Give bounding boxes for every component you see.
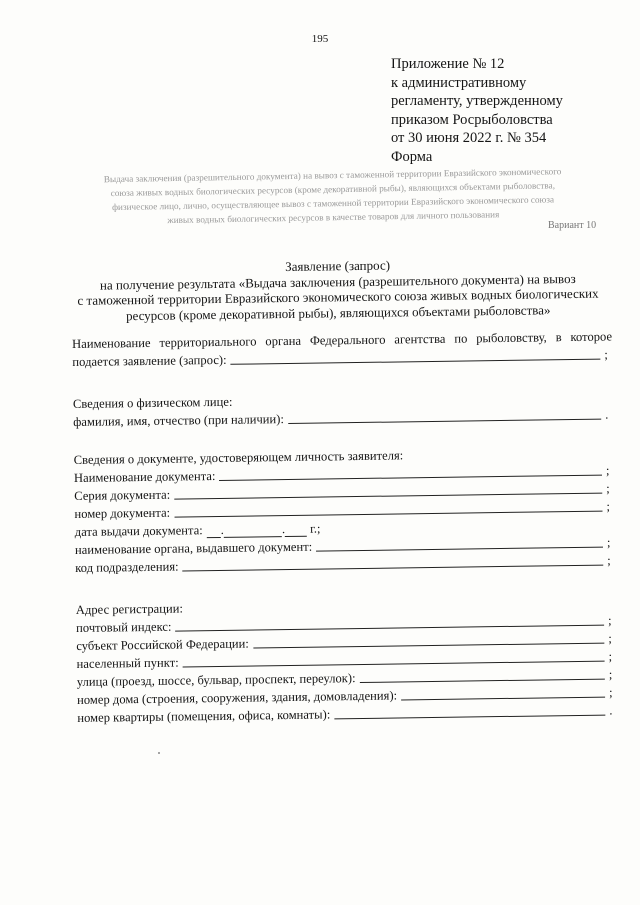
appendix-form-label: Форма [391,148,433,165]
field-terminator: ; [607,553,611,568]
appendix-line: от 30 июня 2022 г. № 354 [391,130,547,146]
page-number: 195 [311,33,329,45]
service-header-line: живых водных биологических ресурсов в качестве товаров для личного пользования [167,209,500,226]
scan-speck [158,752,160,754]
issuer-label: наименование органа, выдавшего документ: [74,539,313,557]
field-terminator: ; [605,463,610,478]
issue-year-input[interactable] [285,525,307,537]
field-terminator: . [605,407,609,422]
doc-number-label: номер документа: [74,505,171,521]
issue-day-input[interactable] [207,526,221,538]
form-subtitle-line: на получение результата «Выдача заключения (разрешительного документа) на вывоз [99,270,576,293]
field-terminator: ; [608,649,613,664]
issue-date-suffix: г.; [309,521,321,536]
service-header-line: союза живых водных биологических ресурсов (кроме декоративной рыбы), являющихся объектами рыболовства, [110,180,556,199]
house-label: номер дома (строения, сооружения, здания, домовладения): [76,688,398,707]
issue-date-row: дата выдачи документа: . . г.; [74,521,321,539]
doc-name-label: Наименование документа: [73,469,216,485]
form-subtitle-line: с таможенной территории Евразийского экономического союза живых водных биологических [77,285,599,308]
service-header-line: физическое лицо, лично, осуществляющее вывоз с таможенной территории Евразийского экономического союза [111,194,555,213]
fio-label: фамилия, имя, отчество (при наличии): [73,412,285,429]
appendix-block [391,55,563,166]
field-terminator: ; [608,667,613,682]
field-terminator: ; [606,499,611,514]
issue-month-input[interactable] [224,525,282,538]
appendix-line: регламенту, утвержденному [391,93,563,109]
appendix-line: к административному [391,74,527,91]
form-subtitle-line: ресурсов (кроме декоративной рыбы), являющихся объектами рыболовства» [125,301,551,323]
appendix-line: приказом Росрыболовства [391,111,553,128]
form-heading: Заявление (запрос) [285,257,391,274]
appendix-line: Приложение № 12 [391,56,505,72]
field-terminator: ; [604,347,608,362]
variant-label: Вариант 10 [548,220,597,231]
field-terminator: ; [607,613,612,628]
doc-heading: Сведения о документе, удостоверяющем личность заявителя: [73,448,404,467]
organ-label-line2: подается заявление (запрос): [72,352,227,369]
house-input-line[interactable] [401,696,605,701]
division-code-label: код подразделения: [75,559,179,575]
service-header [60,163,606,229]
field-terminator: ; [606,535,611,550]
address-heading: Адрес регистрации: [75,601,184,617]
locality-label: населенный пункт: [76,655,179,671]
form-title [70,255,606,324]
apartment-input-line[interactable] [334,714,605,720]
service-header-line: Выдача заключения (разрешительного документа) на вывоз с таможенной территории Евразийского экономического [103,166,562,185]
issue-date-label: дата выдачи документа: [74,523,203,539]
street-label: улица (проезд, шоссе, бульвар, проспект, переулок): [76,671,356,689]
field-terminator: ; [608,685,613,700]
region-label: субъект Российской Федерации: [76,636,249,653]
field-terminator: ; [606,481,610,496]
doc-series-label: Серия документа: [74,487,171,503]
apartment-label: номер квартиры (помещения, офиса, комнаты): [77,707,331,725]
postal-code-label: почтовый индекс: [75,619,172,635]
person-heading: Сведения о физическом лице: [72,394,233,411]
form-body [72,328,617,726]
field-terminator: . [609,703,613,718]
field-terminator: ; [608,631,612,646]
organ-label-line1: Наименование территориального органа Федерального агентства по рыболовству, в которое [72,329,613,351]
